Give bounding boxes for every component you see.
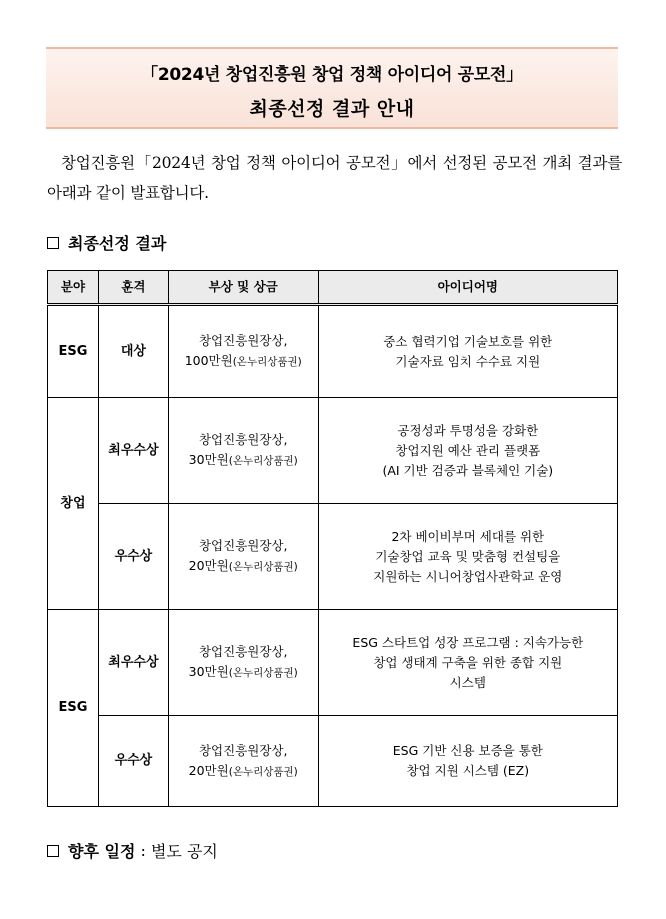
- prize-title: 창업진흥원장상,: [198, 538, 288, 553]
- prize-cell: [168, 610, 318, 716]
- prize-note: (온누리상품권): [228, 765, 298, 778]
- idea-line: (AI 기반 검증과 블록체인 기술): [382, 462, 554, 478]
- intro-paragraph: 창업진흥원「2024년 창업 정책 아이디어 공모전」에서 선정된 공모전 개최 결과를 아래과 같이 발표합니다.: [47, 154, 622, 202]
- table-row: [48, 504, 618, 610]
- prize-title: 창업진흥원장상,: [198, 644, 288, 659]
- prize-note: (온누리상품권): [228, 667, 298, 679]
- idea-line: 창업지원 예산 관리 플랫폼: [395, 442, 541, 458]
- table-header-row: [48, 271, 618, 305]
- idea-line: 지원하는 시니어창업사관학교 운영: [373, 568, 563, 584]
- table-row: [48, 305, 618, 398]
- section-title-schedule: 향후 일정: [68, 842, 136, 861]
- idea-line: 창업 지원 시스템 (EZ): [406, 763, 530, 778]
- header-idea: 아이디어명: [318, 271, 617, 305]
- title-banner: [46, 47, 618, 129]
- idea-line: 2차 베이비부머 세대를 위한: [391, 528, 545, 544]
- header-award: 훈격: [98, 271, 168, 305]
- award-cell: 최우수상: [98, 610, 168, 716]
- idea-cell: [318, 305, 617, 398]
- prize-cell: [168, 716, 318, 807]
- prize-note: (온누리상품권): [232, 356, 302, 368]
- prize-title: 창업진흥원장상,: [198, 742, 288, 758]
- idea-cell: [318, 504, 617, 610]
- idea-line: 창업 생태계 구축을 위한 종합 지원: [373, 654, 563, 670]
- field-cell: ESG: [48, 305, 99, 398]
- table-row: [48, 610, 618, 716]
- field-cell: 창업: [48, 398, 99, 610]
- schedule-separator: :: [135, 841, 151, 860]
- idea-line: 기술자료 임치 수수료 지원: [395, 353, 541, 369]
- section-title-results: 최종선정 결과: [68, 234, 167, 253]
- prize-amount: 30만원: [188, 664, 229, 679]
- checkbox-square-icon: [47, 237, 59, 249]
- prize-amount: 20만원: [188, 558, 229, 573]
- prize-title: 창업진흥원장상,: [198, 432, 288, 447]
- idea-line: 기술창업 교육 및 맞춤형 컨설팅을: [375, 548, 561, 564]
- prize-note: (온누리상품권): [228, 561, 298, 573]
- table-row: [48, 716, 618, 807]
- results-table: [47, 270, 618, 807]
- prize-amount: 30만원: [188, 452, 229, 467]
- banner-title-line1: 「2024년 창업진흥원 창업 정책 아이디어 공모전」: [141, 65, 523, 85]
- field-cell: ESG: [48, 610, 99, 807]
- prize-amount: 100만원: [184, 353, 233, 368]
- header-prize: 부상 및 상금: [168, 271, 318, 305]
- checkbox-square-icon: [47, 845, 59, 857]
- idea-line: ESG 기반 신용 보증을 통한: [392, 743, 543, 758]
- section-heading-schedule: [47, 839, 218, 862]
- table-row: [48, 398, 618, 504]
- award-cell: 최우수상: [98, 398, 168, 504]
- idea-cell: [318, 398, 617, 504]
- idea-line: 중소 협력기업 기술보호를 위한: [383, 333, 553, 349]
- header-field: 분야: [48, 271, 99, 305]
- prize-note: (온누리상품권): [228, 455, 298, 467]
- prize-cell: [168, 305, 318, 398]
- idea-cell: [318, 610, 617, 716]
- banner-title-line2: 최종선정 결과 안내: [249, 98, 415, 120]
- idea-cell: [318, 716, 617, 807]
- award-cell: 우수상: [98, 716, 168, 807]
- prize-title: 창업진흥원장상,: [198, 333, 288, 348]
- award-cell: 우수상: [98, 504, 168, 610]
- award-cell: 대상: [98, 305, 168, 398]
- idea-line: 시스템: [449, 674, 486, 690]
- prize-cell: [168, 398, 318, 504]
- idea-line: 공정성과 투명성을 강화한: [397, 422, 539, 438]
- prize-cell: [168, 504, 318, 610]
- schedule-value: 별도 공지: [150, 842, 218, 861]
- section-heading-results: [47, 231, 166, 254]
- idea-line: ESG 스타트업 성장 프로그램 : 지속가능한: [352, 634, 584, 650]
- prize-amount: 20만원: [188, 762, 229, 778]
